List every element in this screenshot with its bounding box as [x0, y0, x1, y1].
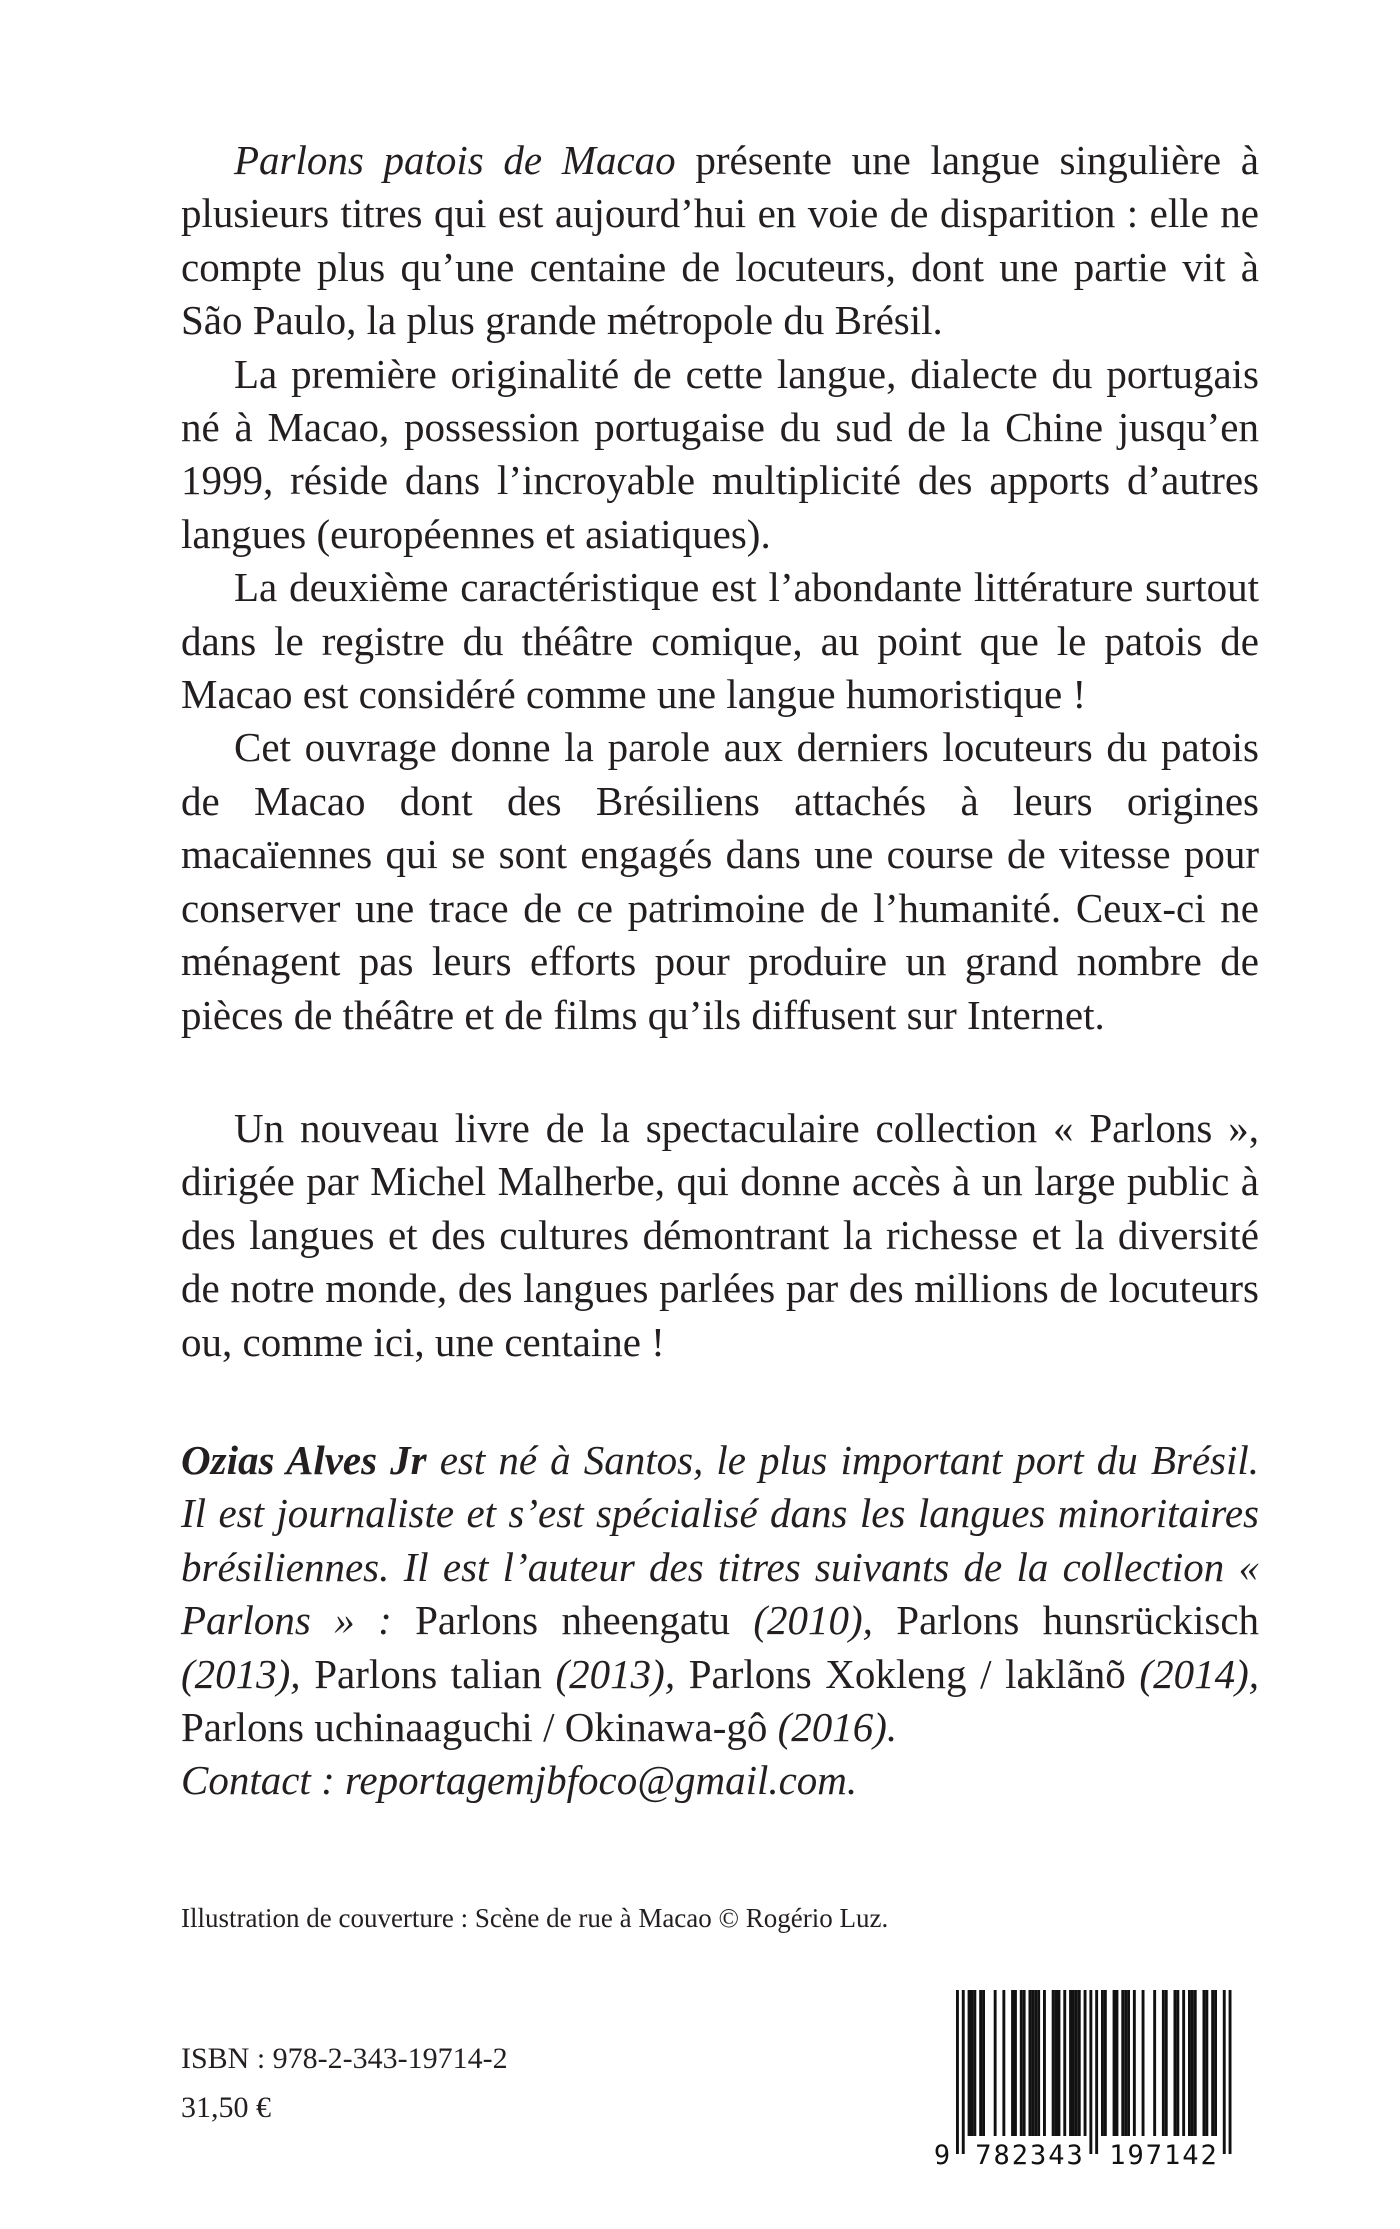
barcode-bar — [1084, 1990, 1087, 2136]
barcode-left-digits: 782343 — [975, 2140, 1085, 2170]
barcode-graphic — [934, 1990, 1264, 2170]
author-name: Ozias Alves Jr — [181, 1437, 427, 1483]
book-title: Parlons patois de Macao — [234, 137, 676, 183]
barcode-bar — [1078, 1990, 1081, 2136]
barcode-bar — [1095, 1990, 1098, 2154]
description-paragraph-4: Cet ouvrage donne la parole aux derniers locuteurs du patois de Macao dont des Brésiliens attachés à leurs origines macaïennes qui se sont engagés dans une course de vitesse pour conserver une trace de ce patrimoine de l’humanité. Ceux-ci ne ménagent pas leurs efforts pour produire un grand nombre de pièces de théâtre et de films qu’ils diffusent sur Internet. — [181, 724, 1259, 1038]
barcode-bar — [1142, 1990, 1145, 2136]
barcode-bar — [982, 1990, 985, 2136]
barcode-bar — [979, 1990, 982, 2136]
description-paragraph-1-text: présente une langue singulière à plusieurs titres qui est aujourd’hui en voie de disparition : elle ne compte plus qu’une centaine de locuteurs, dont une partie vit à São Paulo, la plus grande métropole du Brésil. — [181, 137, 1260, 344]
barcode-bar — [1075, 1990, 1078, 2136]
barcode — [934, 1990, 1264, 2170]
barcode-bar — [1223, 1990, 1226, 2154]
barcode-bar — [1069, 1990, 1072, 2136]
barcode-bar — [1104, 1990, 1107, 2136]
barcode-bar — [1101, 1990, 1104, 2136]
barcode-bar — [1162, 1990, 1165, 2136]
barcode-bar — [1211, 1990, 1214, 2136]
collection-block — [181, 1102, 1259, 1369]
barcode-bar — [1203, 1990, 1206, 2136]
barcode-bar — [1031, 1990, 1034, 2136]
barcode-bar — [1205, 1990, 1208, 2136]
barcode-bar — [971, 1990, 974, 2136]
barcode-bar — [1229, 1990, 1232, 2154]
barcode-bar — [1011, 1990, 1014, 2136]
barcode-bar — [1063, 1990, 1066, 2136]
price: 31,50 € — [181, 2091, 271, 2124]
barcode-bar — [968, 1990, 971, 2136]
barcode-bar — [1020, 1990, 1023, 2136]
barcode-bar — [1214, 1990, 1217, 2136]
barcode-bar — [1023, 1990, 1026, 2136]
isbn: ISBN : 978-2-343-19714-2 — [181, 2042, 508, 2075]
barcode-bar — [994, 1990, 997, 2136]
collection-paragraph: Un nouveau livre de la spectaculaire collection « Parlons », dirigée par Michel Malherbe, qui donne accès à un large public à des langues et des cultures démontrant la richesse et la diversité de notre monde, des langues parlées par des millions de locuteurs ou, comme ici, une centaine ! — [181, 1105, 1259, 1365]
barcode-bar — [1116, 1990, 1119, 2136]
description-block — [181, 134, 1259, 1042]
author-book-2: Parlons hunsrückisch — [896, 1597, 1260, 1644]
barcode-bar — [1124, 1990, 1127, 2136]
barcode-bar — [1034, 1990, 1037, 2136]
author-book-1: Parlons nheengatu — [415, 1597, 730, 1644]
author-book-3: Parlons talian — [314, 1650, 542, 1697]
barcode-right-digits: 197142 — [1109, 2140, 1219, 2170]
barcode-bar — [1133, 1990, 1136, 2136]
barcode-bar — [1174, 1990, 1177, 2136]
barcode-bar — [1188, 1990, 1191, 2136]
barcode-bar — [1113, 1990, 1116, 2136]
author-book-5: Parlons uchinaaguchi / Okinawa-gô — [181, 1704, 768, 1751]
barcode-bar — [956, 1990, 959, 2154]
author-block — [181, 1434, 1259, 1808]
author-contact: Contact : reportagemjbfoco@gmail.com. — [181, 1757, 858, 1804]
barcode-bar — [1194, 1990, 1197, 2136]
barcode-bar — [1089, 1990, 1092, 2154]
description-paragraph-2: La première originalité de cette langue, dialecte du portugais né à Macao, possession portugaise du sud de la Chine jusqu’en 1999, réside dans l’incroyable multiplicité des apports d’autres langues (européennes et asiatiques). — [181, 350, 1259, 557]
barcode-bar — [1002, 1990, 1005, 2136]
barcode-bar — [962, 1990, 965, 2154]
barcode-bar — [1182, 1990, 1185, 2136]
barcode-bar — [1055, 1990, 1058, 2136]
description-paragraph-3: La deuxième caractéristique est l’abondante littérature surtout dans le registre du théâtre comique, au point que le patois de Macao est considéré comme une langue humoristique ! — [181, 564, 1259, 718]
barcode-bar — [1052, 1990, 1055, 2136]
barcode-bar — [1029, 1990, 1032, 2136]
barcode-bar — [1043, 1990, 1046, 2136]
barcode-bar — [1121, 1990, 1124, 2136]
barcode-bar — [973, 1990, 976, 2136]
description-paragraph-1 — [181, 134, 1259, 348]
barcode-bar — [1127, 1990, 1130, 2136]
barcode-bar — [1153, 1990, 1156, 2136]
barcode-bar — [1165, 1990, 1168, 2136]
barcode-bar — [1176, 1990, 1179, 2136]
barcode-bar — [1072, 1990, 1075, 2136]
author-bio: Ozias Alves Jr est né à Santos, le plus important port du Brésil. Il est journaliste et s’est spécialisé dans les langues minoritaires brésiliennes. Il est l’auteur des titres suivants de la collection « Parlons » : Parlons nheengatu (2010), Parlons hunsrückisch (2013), Parlons talian (2013), Parlons Xokleng / laklãnõ (2014), Parlons uchinaaguchi / Okinawa-gô (2016). — [181, 1437, 1260, 1751]
barcode-first-digit: 9 — [934, 2140, 951, 2170]
barcode-bar — [1014, 1990, 1017, 2136]
author-book-4: Parlons Xokleng / laklãnõ — [688, 1650, 1126, 1697]
barcode-bar — [1191, 1990, 1194, 2136]
barcode-bar — [1037, 1990, 1040, 2136]
barcode-bar — [1058, 1990, 1061, 2136]
illustration-credit: Illustration de couverture : Scène de rue à Macao © Rogério Luz. — [181, 1903, 889, 1933]
